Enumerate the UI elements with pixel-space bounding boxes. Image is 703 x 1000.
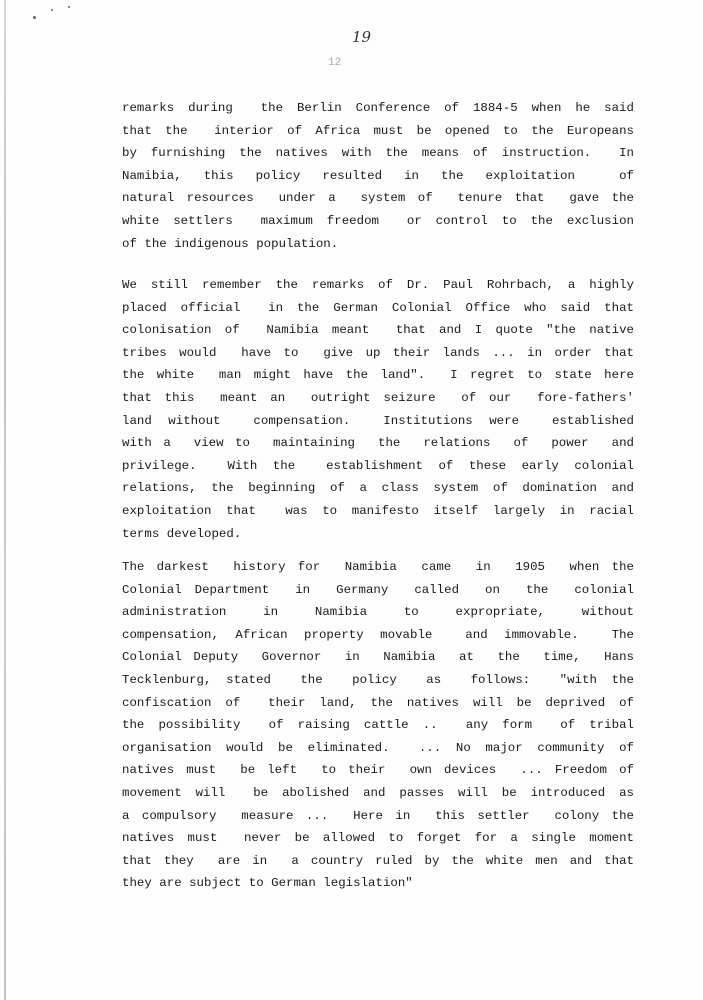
text-line: colonisation of Namibia meant that and I quote "the native	[122, 323, 634, 338]
text-line: the possibility of raising cattle .. any form of tribal	[122, 718, 634, 733]
text-line: terms developed.	[122, 526, 242, 541]
scan-speck	[51, 9, 53, 11]
text-line: the white man might have the land". I regret to state here	[122, 368, 634, 383]
page-number: 19	[352, 28, 372, 46]
text-line: The darkest history for Namibia came in 1905 when the	[122, 560, 634, 574]
text-line: placed official in the German Colonial Office who said that	[122, 300, 634, 315]
text-line: white settlers maximum freedom or control to the exclusion	[122, 213, 634, 228]
text-line: land without compensation. Institutions were established	[122, 413, 634, 428]
scan-left-edge	[4, 0, 6, 1000]
faint-page-mark: 12	[328, 57, 342, 69]
paragraph-1	[122, 97, 634, 255]
text-line: movement will be abolished and passes will be introduced as	[122, 785, 634, 800]
text-line: exploitation that was to manifesto itself largely in racial	[122, 503, 634, 518]
paragraph-2	[122, 274, 634, 545]
text-line: tribes would have to give up their lands ... in order that	[122, 345, 634, 360]
text-line: Colonial Department in Germany called on the colonial	[122, 582, 634, 597]
text-line: remarks during the Berlin Conference of 1884-5 when he said	[122, 101, 634, 115]
scan-speck	[68, 6, 70, 8]
text-line: they are subject to German legislation"	[122, 876, 413, 891]
scan-speck	[33, 16, 36, 19]
text-line: We still remember the remarks of Dr. Paul Rohrbach, a highly	[122, 278, 634, 292]
text-line: relations, the beginning of a class system of domination and	[122, 481, 634, 496]
text-line: a compulsory measure ... Here in this settler colony the	[122, 808, 634, 823]
text-line: with a view to maintaining the relations of power and	[122, 436, 634, 451]
text-line: privilege. With the establishment of these early colonial	[122, 458, 634, 473]
text-line: of the indigenous population.	[122, 236, 339, 251]
paragraph-3	[122, 556, 634, 895]
text-line: natural resources under a system of tenure that gave the	[122, 191, 634, 206]
text-line: that this meant an outright seizure of our fore-fathers'	[122, 390, 634, 405]
text-line: natives must never be allowed to forget for a single moment	[122, 831, 634, 846]
text-line: compensation, African property movable and immovable. The	[122, 627, 634, 642]
text-line: administration in Namibia to expropriate, without	[122, 605, 634, 620]
text-line: by furnishing the natives with the means of instruction. In	[122, 146, 634, 161]
text-line: confiscation of their land, the natives will be deprived of	[122, 695, 634, 710]
text-line: Tecklenburg, stated the policy as follows: "with the	[122, 672, 634, 687]
text-line: Colonial Deputy Governor in Namibia at the time, Hans	[122, 650, 634, 665]
text-line: organisation would be eliminated. ... No major community of	[122, 740, 634, 755]
text-line: Namibia, this policy resulted in the exploitation of	[122, 168, 634, 183]
text-line: natives must be left to their own devices ... Freedom of	[122, 763, 634, 778]
text-line: that the interior of Africa must be opened to the Europeans	[122, 123, 634, 138]
text-line: that they are in a country ruled by the white men and that	[122, 853, 634, 868]
